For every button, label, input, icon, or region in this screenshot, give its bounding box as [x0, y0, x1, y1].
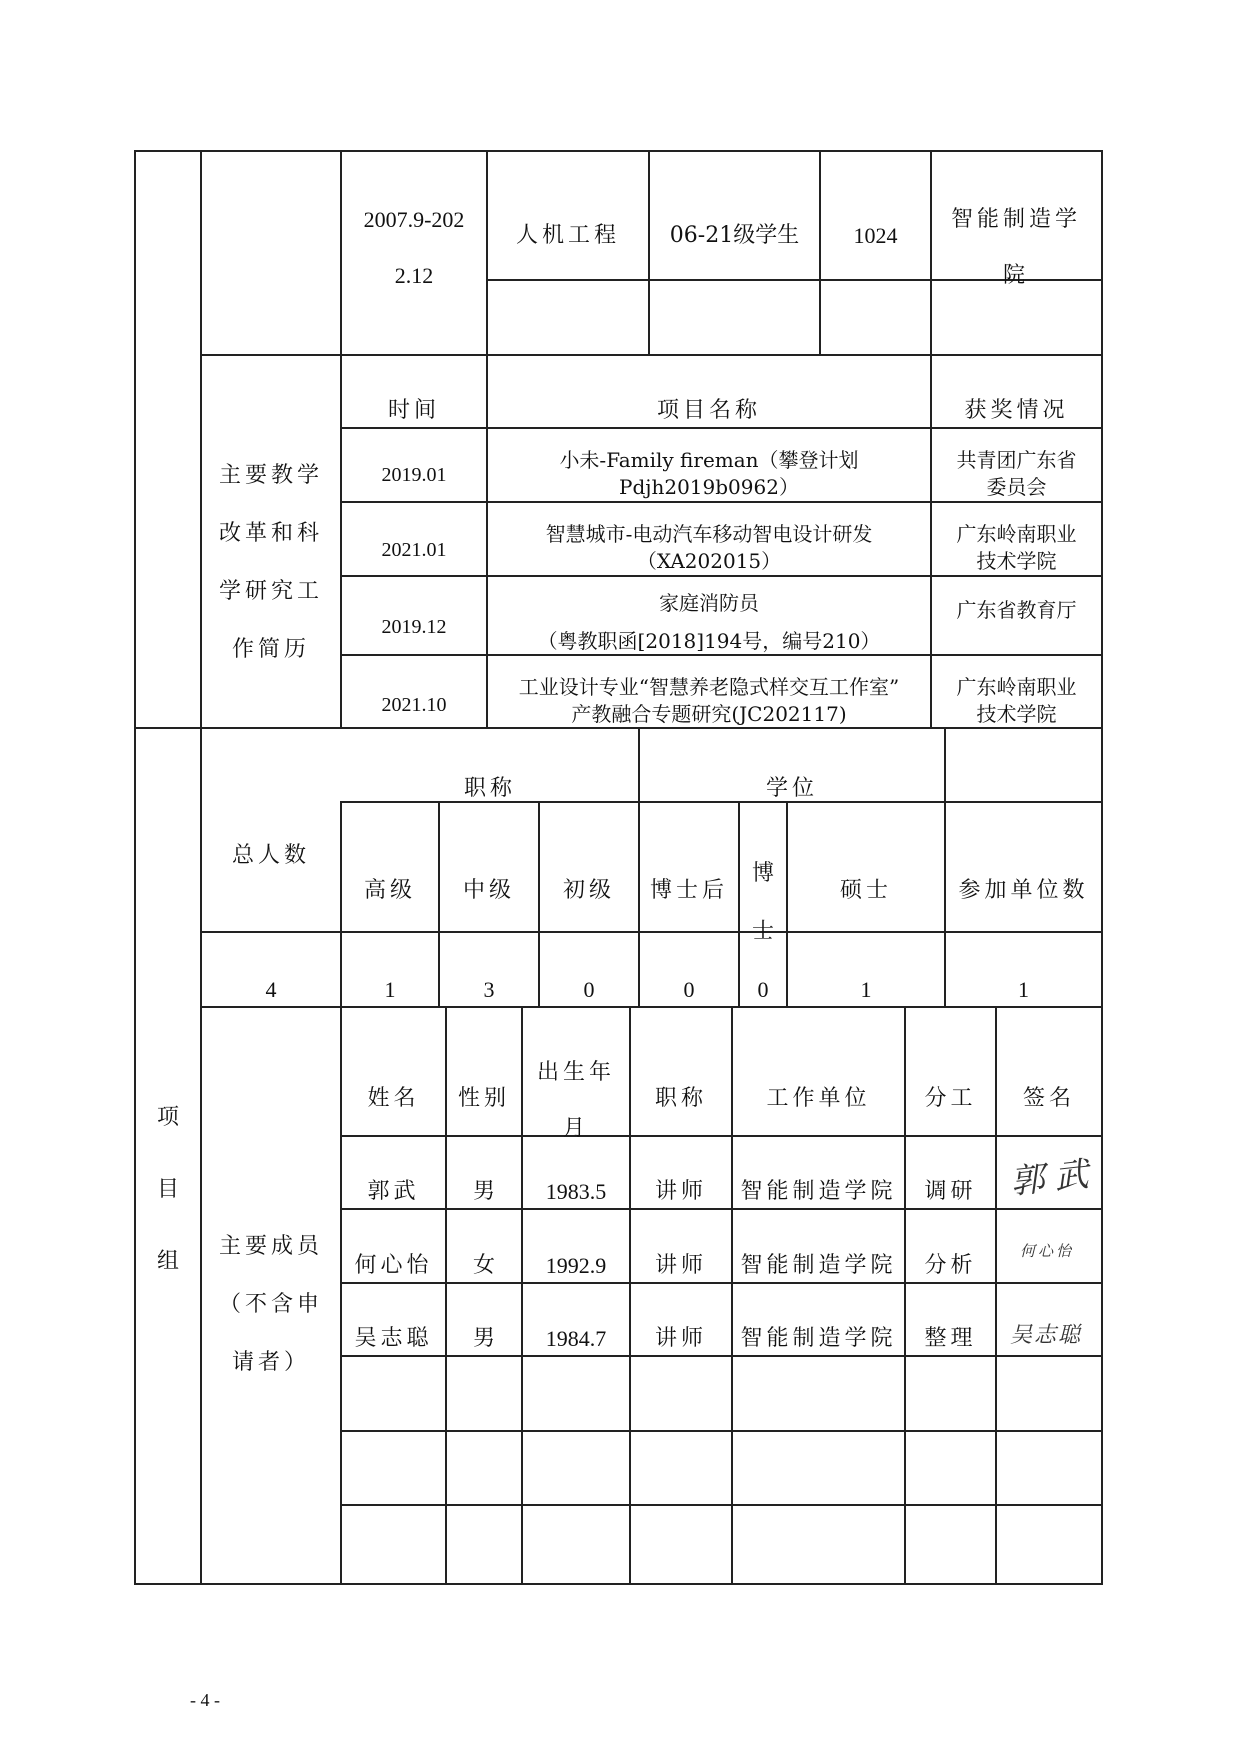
signature-image: 郭武: [1008, 1153, 1101, 1203]
teaching-time: 2007.9-2022.12: [363, 207, 465, 288]
member-gender: 女: [472, 1253, 495, 1278]
member-header-name: 姓名: [367, 1086, 420, 1111]
member-unit: 智能制造学院: [740, 1253, 897, 1278]
total-value: 4: [265, 977, 277, 1002]
member-gender: 男: [472, 1179, 495, 1204]
member-name: 吴志聪: [354, 1326, 433, 1351]
signature-image: 何心怡: [1020, 1242, 1075, 1260]
research-row-award: 广东岭南职业 技术学院: [956, 675, 1077, 726]
member-name: 郭武: [367, 1179, 420, 1204]
teaching-course: 人机工程: [515, 223, 620, 248]
middle-label: 中级: [462, 878, 515, 903]
member-birth: 1984.7: [545, 1326, 607, 1351]
research-row-award: 共青团广东省 委员会: [956, 448, 1077, 499]
postdoc-label: 博士后: [649, 878, 728, 903]
research-row-time: 2019.12: [381, 616, 447, 638]
member-title: 讲师: [654, 1253, 707, 1278]
member-header-sign: 签名: [1022, 1086, 1075, 1111]
research-row-time: 2021.10: [381, 694, 447, 716]
postdoc-value: 0: [683, 977, 695, 1002]
members-label: 主要成员 （不含申 请者）: [218, 1234, 323, 1375]
member-unit: 智能制造学院: [740, 1326, 897, 1351]
member-header-role: 分工: [924, 1086, 977, 1111]
research-section-label: 主要教学 改革和科 学研究工 作简历: [218, 463, 323, 662]
research-row-time: 2019.01: [381, 464, 447, 486]
junior-value: 0: [583, 977, 595, 1002]
doctor-label: 博 士: [751, 861, 774, 944]
middle-value: 3: [483, 977, 495, 1002]
member-title: 讲师: [654, 1179, 707, 1204]
research-row-name: 智慧城市-电动汽车移动智电设计研发 （XA202015）: [545, 522, 873, 573]
team-side-label: 项 目 组: [156, 1105, 179, 1274]
senior-value: 1: [384, 977, 396, 1002]
signature-image: 吴志聪: [1010, 1323, 1083, 1348]
member-birth: 1983.5: [545, 1179, 607, 1204]
member-name: 何心怡: [354, 1253, 433, 1278]
member-header-birth: 出生年 月: [536, 1060, 615, 1141]
doctor-value: 0: [757, 977, 769, 1002]
research-row-time: 2021.01: [381, 539, 447, 561]
units-label: 参加单位数: [958, 878, 1089, 903]
research-row-name: 家庭消防员 （粤教职函[2018]194号，编号210）: [537, 591, 881, 653]
member-role: 整理: [924, 1326, 977, 1351]
member-header-gender: 性别: [457, 1086, 510, 1111]
member-role: 调研: [924, 1179, 977, 1204]
master-label: 硕士: [839, 878, 892, 903]
junior-label: 初级: [562, 878, 615, 903]
member-role: 分析: [924, 1253, 977, 1278]
total-label: 总人数: [231, 843, 310, 868]
member-header-title: 职称: [654, 1086, 707, 1111]
master-value: 1: [860, 977, 872, 1002]
research-header-award: 获奖情况: [964, 398, 1069, 423]
member-title: 讲师: [654, 1326, 707, 1351]
member-unit: 智能制造学院: [740, 1179, 897, 1204]
senior-label: 高级: [363, 878, 416, 903]
research-row-award: 广东省教育厅: [956, 598, 1077, 622]
teaching-unit: 智能制造学院: [950, 207, 1081, 288]
research-row-name: 工业设计专业“智慧养老隐式样交互工作室” 产教融合专题研究(JC202117): [518, 675, 900, 726]
research-row-name: 小未-Family fireman（攀登计划 Pdjh2019b0962）: [559, 448, 859, 499]
research-header-time: 时间: [387, 398, 440, 423]
member-header-unit: 工作单位: [766, 1086, 871, 1111]
title-group-label: 职称: [463, 776, 516, 801]
member-birth: 1992.9: [545, 1253, 607, 1278]
teaching-hours: 1024: [853, 223, 898, 248]
teaching-students: 06-21级学生: [669, 223, 800, 248]
research-row-award: 广东岭南职业 技术学院: [956, 522, 1077, 573]
page-number: - 4 -: [190, 1690, 220, 1710]
member-gender: 男: [472, 1326, 495, 1351]
research-header-name: 项目名称: [656, 398, 761, 423]
degree-group-label: 学位: [765, 776, 818, 801]
units-value: 1: [1018, 977, 1029, 1002]
